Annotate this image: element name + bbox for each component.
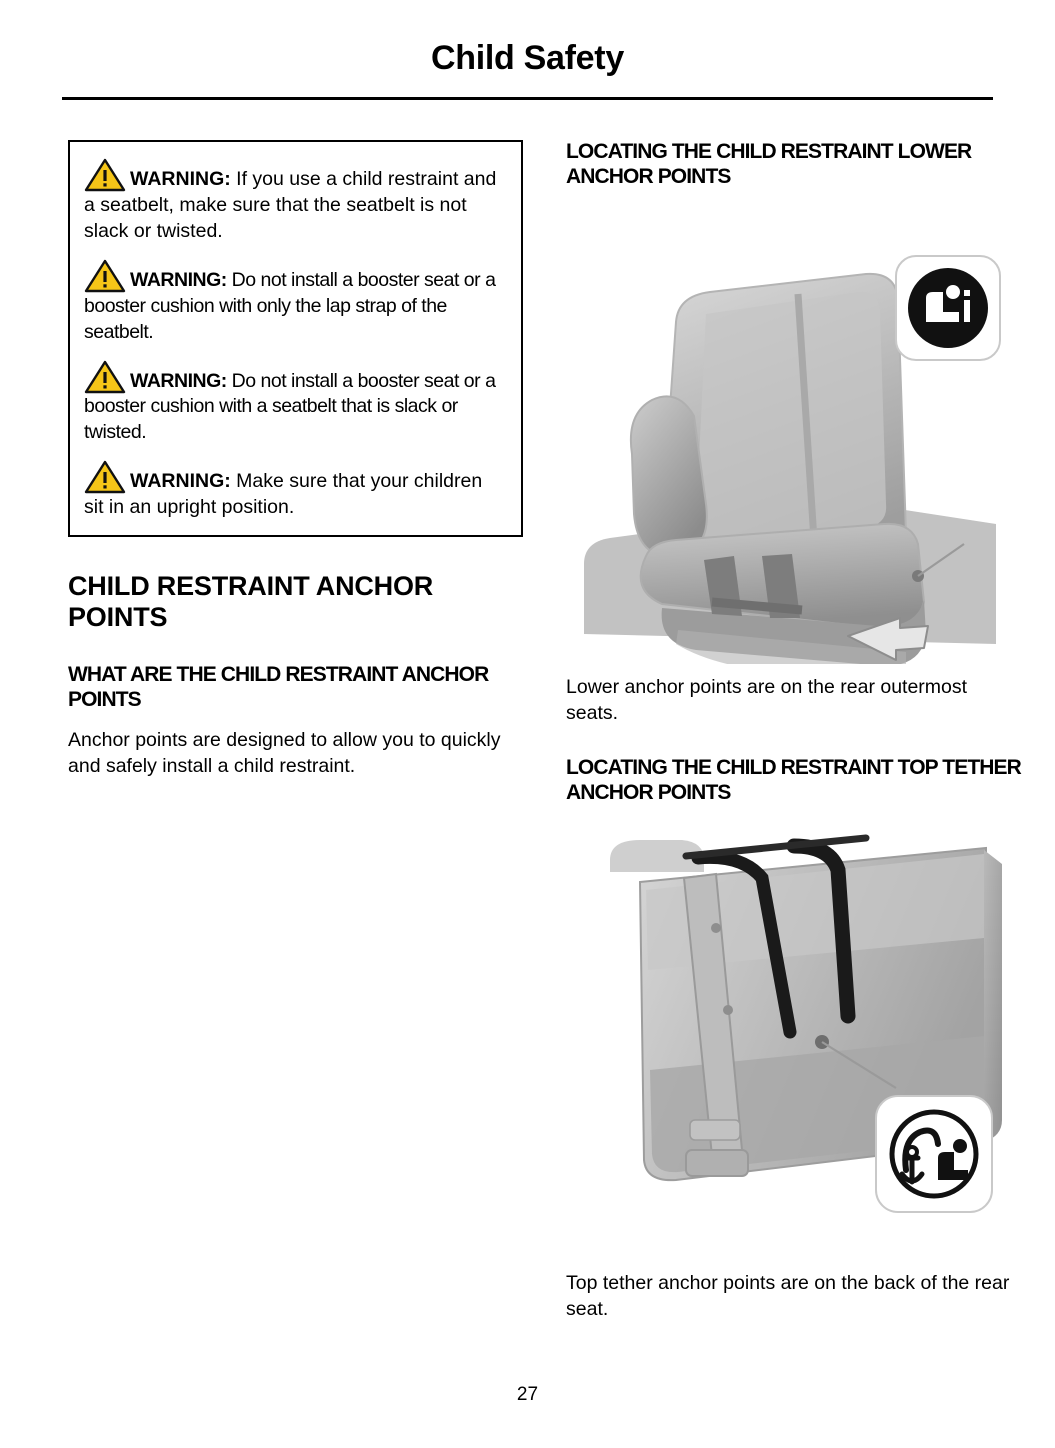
figure-caption-lower-anchor: Lower anchor points are on the rear outermost seats. [566, 675, 968, 724]
page-number: 27 [516, 1384, 539, 1405]
warning-triangle-icon [84, 259, 126, 293]
warning-triangle-icon [84, 360, 126, 394]
warning-text: Make sure that your children sit in an upright position. [84, 470, 483, 519]
body-paragraph-anchor-points: Anchor points are designed to allow you to quickly and safely install a child restraint. [68, 728, 501, 778]
subsection-heading-what-are-the-child-restraint-anchor-points: WHAT ARE THE CHILD RESTRAINT ANCHOR POINTS [68, 663, 489, 711]
warning-text: Do not install a booster seat or a booster cushion with a seatbelt that is slack or twisted. [84, 369, 496, 444]
warning-triangle-icon [84, 158, 126, 192]
warning-label: WARNING: [130, 268, 227, 291]
subsection-heading-locating-top-tether-anchor-points: LOCATING THE CHILD RESTRAINT TOP TETHER ANCHOR POINTS [566, 756, 1021, 804]
warning-item [84, 259, 507, 346]
page-header [62, 40, 993, 77]
page-title: Child Safety [431, 39, 624, 77]
top-tether-anchor-icon [876, 1096, 992, 1212]
isofix-lower-anchor-icon [896, 256, 1000, 360]
warning-triangle-icon [84, 460, 126, 494]
warning-item [84, 460, 507, 521]
warning-label: WARNING: [130, 168, 231, 190]
subsection-heading-locating-lower-anchor-points: LOCATING THE CHILD RESTRAINT LOWER ANCHOR POINTS [566, 140, 972, 188]
figure-caption-top-tether: Top tether anchor points are on the back of the rear seat. [566, 1271, 1010, 1320]
warning-box [68, 140, 523, 537]
section-heading-child-restraint-anchor-points: CHILD RESTRAINT ANCHOR POINTS [68, 571, 434, 633]
right-column [566, 140, 1021, 1342]
seatback-top-tether-illustration [566, 820, 1021, 1260]
warning-text: Do not install a booster seat or a booster cushion with only the lap strap of the seatbelt. [84, 268, 496, 343]
warning-item [84, 158, 507, 245]
warning-item [84, 360, 507, 447]
warning-label: WARNING: [130, 470, 231, 493]
warning-label: WARNING: [130, 369, 227, 392]
header-divider [62, 97, 993, 100]
rear-seat-lower-anchor-illustration [566, 204, 1021, 664]
left-column [68, 140, 523, 779]
warning-text: If you use a child restraint and a seatbelt, make sure that the seatbelt is not slack or twisted. [84, 168, 497, 242]
